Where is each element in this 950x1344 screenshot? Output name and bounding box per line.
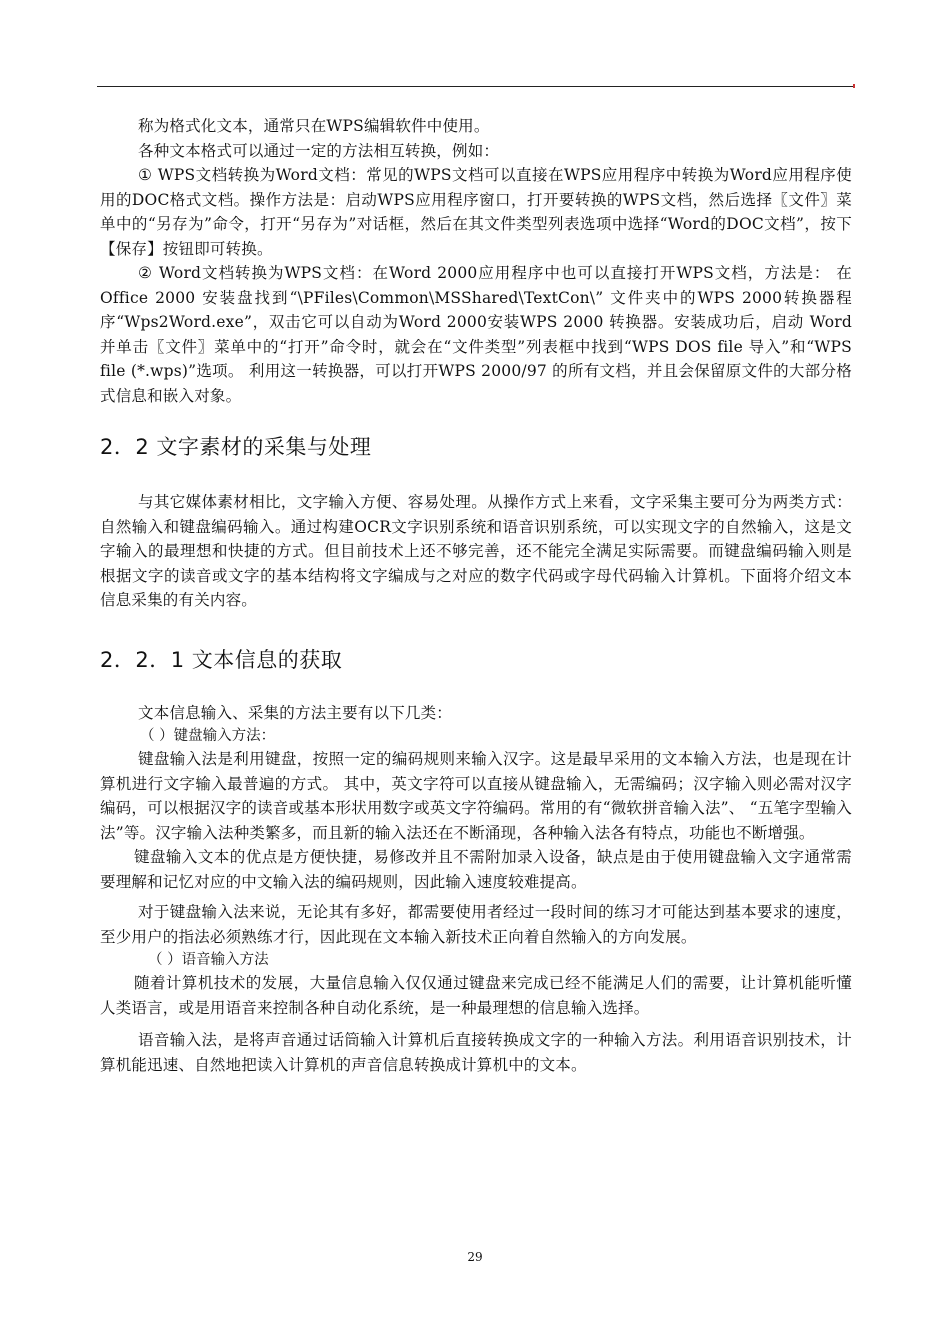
subhead-keyboard-input: （ ）键盘输入方法： [140,728,276,744]
paragraph-text-collection: 与其它媒体素材相比，文字输入方便、容易处理。从操作方式上来看，文字采集主要可分为两类方式：自然输入和键盘编码输入。通过构建OCR文字识别系统和语音识别系统，可以实现文字的自然输入，这是文字输入的最理想和快捷的方式。但目前技术上还不够完善，还不能完全满足实际需要。而键盘编码输入则是根据文字的读音或文字的基本结构将文字编成与之对应的数字代码或字母代码输入计算机。下面将介绍文本信息采集的有关内容。 [100,493,852,609]
header-rule-mark [853,84,855,88]
paragraph-formatted-text: 称为格式化文本，通常只在WPS编辑软件中使用。 [138,117,490,135]
subsection-heading: 2．2．1 文本信息的获取 [100,647,343,672]
page-number: 29 [467,1250,483,1264]
header-rule [97,86,855,87]
paragraph-keyboard-practice: 对于键盘输入法来说，无论其有多好，都需要使用者经过一段时间的练习才可能达到基本要求的速度，至少用户的指法必须熟练才行，因此现在文本输入新技术正向着自然输入的方向发展。 [100,903,852,946]
paragraph-input-methods-intro: 文本信息输入、采集的方法主要有以下几类： [138,703,453,722]
paragraph-word-to-wps: ② Word文档转换为WPS文档：在Word 2000应用程序中也可以直接打开WPS文档，方法是： 在 Office 2000 安装盘找到“\PFiles\Common\MSShared\TextCon\” 文件夹中的WPS 2000转换器程序“Wps2Word.exe”，双击它可以自动为Word 2000安装WPS 2000 转换器。安装成功后，启动 Word 并单击〖文件〗菜单中的“打开”命令时，就会在“文件类型”列表框中找到“WPS DOS file 导入”和“WPS file (*.wps)”选项。 利用这一转换器，可以打开WPS 2000/97 的所有文档，并且会保留原文件的大部分格式信息和嵌入对象。 [100,264,852,405]
paragraph-voice-background: 随着计算机技术的发展，大量信息输入仅仅通过键盘来完成已经不能满足人们的需要，让计算机能听懂人类语言，或是用语音来控制各种自动化系统，是一种最理想的信息输入选择。 [100,974,852,1017]
page-content [100,114,852,1077]
subhead-voice-input: （ ）语音输入方法 [148,952,269,968]
section-heading: 2．2 文字素材的采集与处理 [100,435,372,459]
paragraph-keyboard-input: 键盘输入法是利用键盘，按照一定的编码规则来输入汉字。这是最早采用的文本输入方法，也是现在计算机进行文字输入最普遍的方式。 其中，英文字符可以直接从键盘输入，无需编码；汉字输入则必需对汉字编码，可以根据汉字的读音或基本形状用数字或英文字符编码。常用的有“微软拼音输入法”、 “五笔字型输入法”等。汉字输入法种类繁多，而且新的输入法还在不断涌现，各种输入法各有特点，功能也不断增强。 [100,750,852,842]
paragraph-wps-to-word: ① WPS文档转换为Word文档：常见的WPS文档可以直接在WPS应用程序中转换为Word应用程序使用的DOC格式文档。操作方法是：启动WPS应用程序窗口，打开要转换的WPS文档，然后选择〖文件〗菜单中的“另存为”命令，打开“另存为”对话框，然后在其文件类型列表选项中选择“Word的DOC文档”，按下【保存】按钮即可转换。 [100,166,852,258]
paragraph-voice-input: 语音输入法，是将声音通过话筒输入计算机后直接转换成文字的一种输入方法。利用语音识别技术，计算机能迅速、自然地把读入计算机的声音信息转换成计算机中的文本。 [100,1031,852,1074]
paragraph-keyboard-pros-cons: 键盘输入文本的优点是方便快捷，易修改并且不需附加录入设备，缺点是由于使用键盘输入文字通常需要理解和记忆对应的中文输入法的编码规则，因此输入速度较难提高。 [100,848,852,891]
paragraph-conversion-intro: 各种文本格式可以通过一定的方法相互转换，例如： [138,141,500,160]
